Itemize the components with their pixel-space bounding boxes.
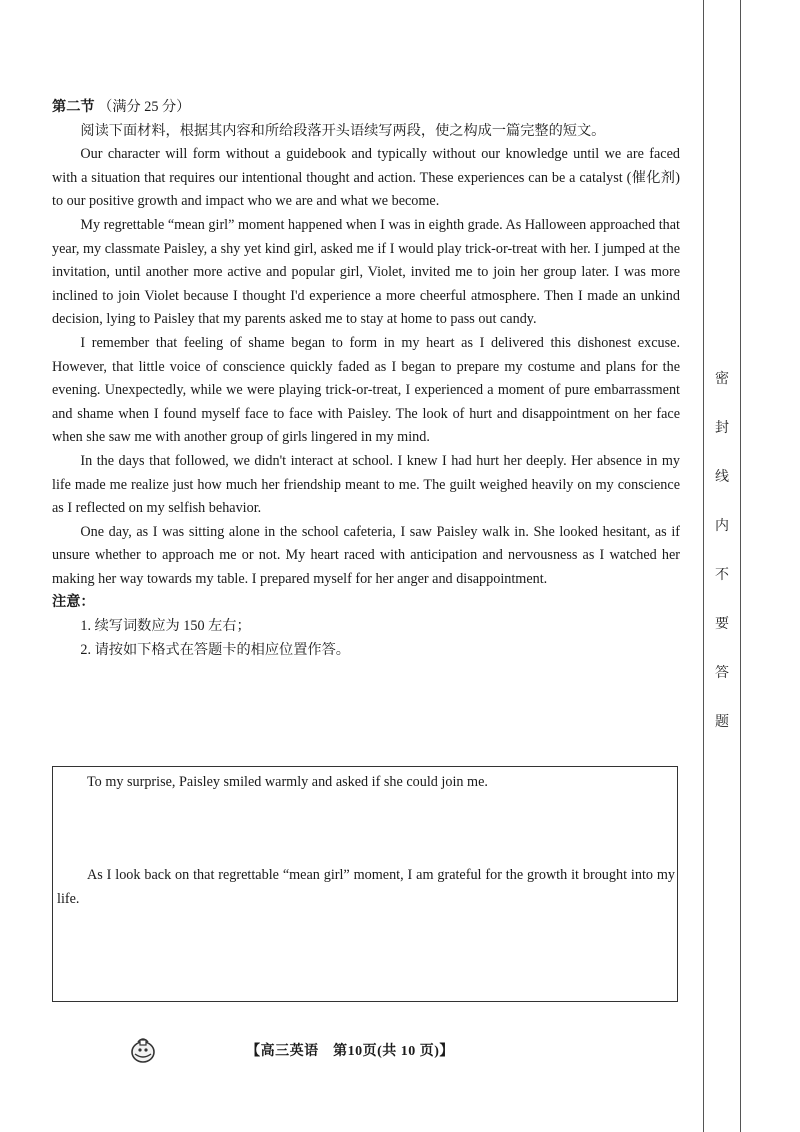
seal-char-5: 不: [715, 568, 729, 583]
question-content: [52, 96, 680, 662]
binding-rule-inner: [703, 0, 704, 1132]
answer-paragraph-1-start: To my surprise, Paisley smiled warmly and asked if she could join me.: [87, 774, 488, 790]
section-title: 第二节: [52, 99, 95, 115]
seal-line-notice: [706, 370, 738, 762]
seal-char-7: 答: [715, 666, 729, 681]
seal-char-8: 题: [715, 715, 729, 730]
note-item-2: 2. 请按如下格式在答题卡的相应位置作答。: [80, 641, 350, 658]
page-footer: 【高三英语 第10页(共 10 页)】: [246, 1044, 454, 1059]
binding-rule-outer: [740, 0, 741, 1132]
seal-char-2: 封: [715, 421, 729, 436]
instruction-text: 阅读下面材料，根据其内容和所给段落开头语续写两段，使之构成一篇完整的短文。: [80, 122, 606, 139]
section-score: （满分 25 分）: [98, 99, 191, 115]
seal-char-6: 要: [715, 617, 729, 632]
passage-paragraph-1: Our character will form without a guidebook and typically without our knowledge until we are faced with a situation that requires our intentional thought and action. These experiences can be a catalyst (催化剂) to our positive growth and impact who we are and what we become.: [52, 146, 680, 210]
seal-char-4: 内: [715, 519, 729, 534]
passage-paragraph-4: In the days that followed, we didn't interact at school. I knew I had hurt her deeply. Her absence in my life made me realize just how much her friendship meant to me. The guilt weighed heavily on my conscience as I reflected on my selfish behavior.: [52, 452, 680, 517]
passage-paragraph-3: I remember that feeling of shame began to form in my heart as I delivered this dishonest excuse. However, that little voice of conscience quickly faded as I began to prepare my costume and plans for the evening. Unexpectedly, while we were playing trick-or-treat, I experienced a moment of pure embarrassment and shame when I found myself face to face with Paisley. The look of hurt and disappointment on her face when she saw me with another group of girls lingered in my mind.: [52, 334, 680, 446]
seal-char-3: 线: [715, 470, 729, 485]
seal-char-1: 密: [715, 372, 729, 387]
passage-paragraph-2: My regrettable “mean girl” moment happened when I was in eighth grade. As Halloween approached that year, my classmate Paisley, a shy yet kind girl, asked me if I would play trick-or-treat with her. I jumped at the invitation, until another more active and popular girl, Violet, invited me to join her group later. I was more inclined to join Violet because I thought I'd experience a more cheerful atmosphere. Then I made an unkind decision, lying to Paisley that my parents asked me to stay at home to pass out candy.: [52, 216, 680, 328]
answer-box: [52, 766, 678, 1002]
notes-heading: 注意：: [52, 594, 95, 611]
answer-paragraph-2-start: As I look back on that regrettable “mean girl” moment, I am grateful for the growth it brought into my life.: [57, 867, 675, 907]
passage-paragraph-5: One day, as I was sitting alone in the school cafeteria, I saw Paisley walk in. She looked hesitant, as if unsure whether to approach me or not. My heart raced with anticipation and nervousness as I watched her making her way towards my table. I prepared myself for her anger and disappointment.: [52, 523, 680, 587]
note-item-1: 1. 续写词数应为 150 左右；: [80, 618, 251, 635]
section-heading: [52, 96, 680, 120]
